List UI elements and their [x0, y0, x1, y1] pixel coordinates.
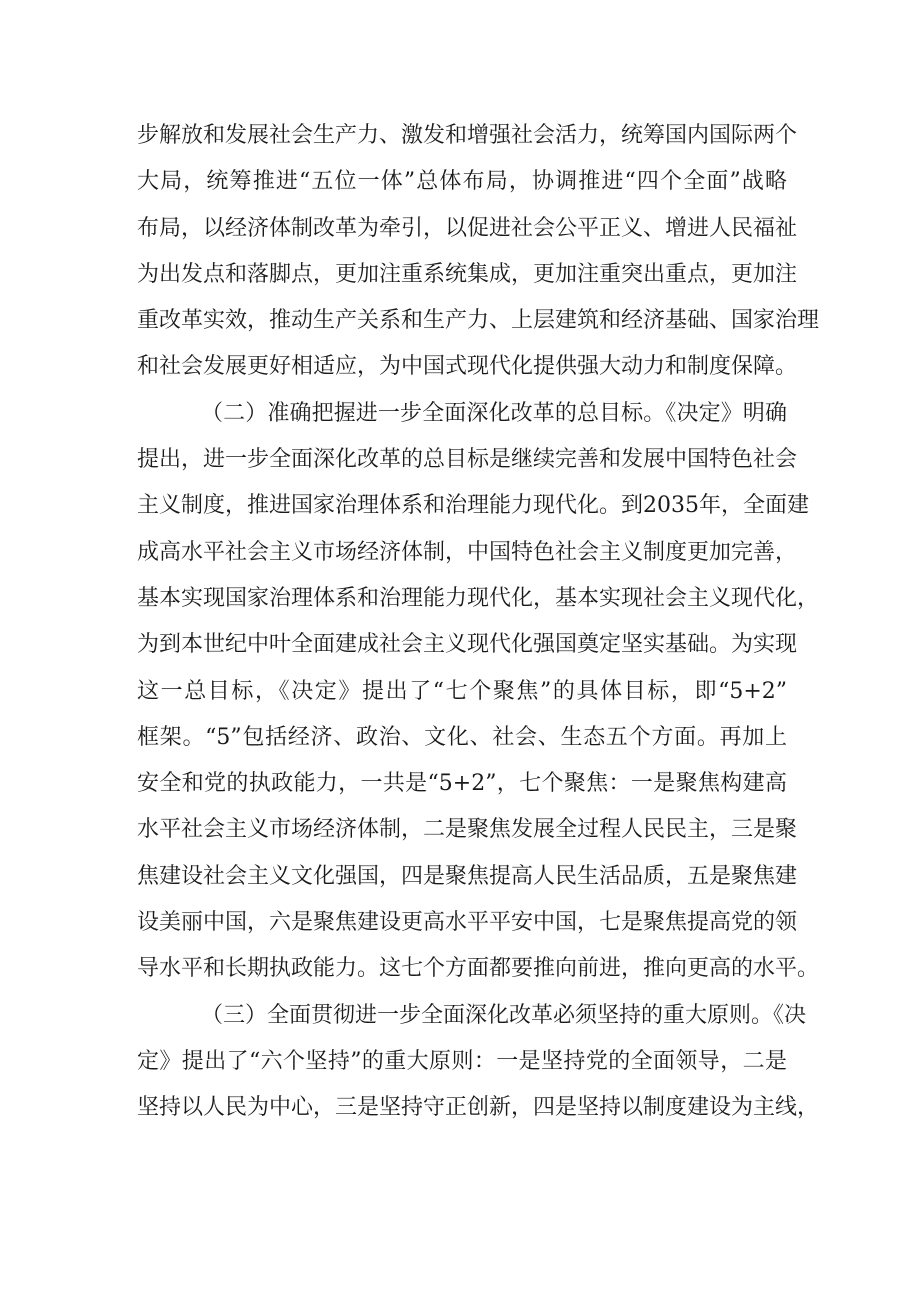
text-line: 设美丽中国，六是聚焦建设更高水平平安中国，七是聚焦提高党的领 — [137, 910, 798, 936]
text-line: 框架。“5”包括经济、政治、文化、社会、生态五个方面。再加上 — [137, 724, 787, 750]
body-text — [137, 113, 820, 1132]
text-line: 水平社会主义市场经济体制，二是聚焦发展全过程人民民主，三是聚 — [137, 817, 798, 843]
section-three-heading-line: （三）全面贯彻进一步全面深化改革必须坚持的重大原则。《决 — [201, 1002, 807, 1028]
text-line: 大局，统筹推进“五位一体”总体布局，协调推进“四个全面”战略 — [137, 169, 787, 195]
text-line: 坚持以人民为中心，三是坚持守正创新，四是坚持以制度建设为主线， — [137, 1095, 820, 1121]
text-line: 提出，进一步全面深化改革的总目标是继续完善和发展中国特色社会 — [137, 447, 798, 473]
text-line: 步解放和发展社会生产力、激发和增强社会活力，统筹国内国际两个 — [137, 123, 798, 148]
section-two-heading-line: （二）准确把握进一步全面深化改革的总目标。《决定》明确 — [201, 400, 787, 426]
text-line: 成高水平社会主义市场经济体制，中国特色社会主义制度更加完善， — [137, 539, 798, 565]
text-line: 定》提出了“六个坚持”的重大原则：一是坚持党的全面领导，二是 — [137, 1048, 787, 1074]
text-line: 和社会发展更好相适应，为中国式现代化提供强大动力和制度保障。 — [137, 354, 798, 380]
text-line: 布局，以经济体制改革为牵引，以促进社会公平正义、增进人民福祉 — [137, 215, 798, 241]
text-line: 焦建设社会主义文化强国，四是聚焦提高人民生活品质，五是聚焦建 — [137, 863, 798, 889]
text-line: 导水平和长期执政能力。这七个方面都要推向前进，推向更高的水平。 — [137, 956, 820, 982]
text-line: 为出发点和落脚点，更加注重系统集成，更加注重突出重点，更加注 — [137, 261, 798, 287]
text-line: 这一总目标，《决定》提出了“七个聚焦”的具体目标，即“5+2” — [137, 678, 787, 704]
text-line: 为到本世纪中叶全面建成社会主义现代化强国奠定坚实基础。为实现 — [137, 632, 798, 658]
text-line: 主义制度，推进国家治理体系和治理能力现代化。到2035年，全面建 — [137, 493, 809, 519]
text-line: 安全和党的执政能力，一共是“5+2”，七个聚焦：一是聚焦构建高 — [137, 771, 787, 797]
text-line: 重改革实效，推动生产关系和生产力、上层建筑和经济基础、国家治理 — [137, 308, 820, 334]
text-line: 基本实现国家治理体系和治理能力现代化，基本实现社会主义现代化， — [137, 585, 820, 611]
